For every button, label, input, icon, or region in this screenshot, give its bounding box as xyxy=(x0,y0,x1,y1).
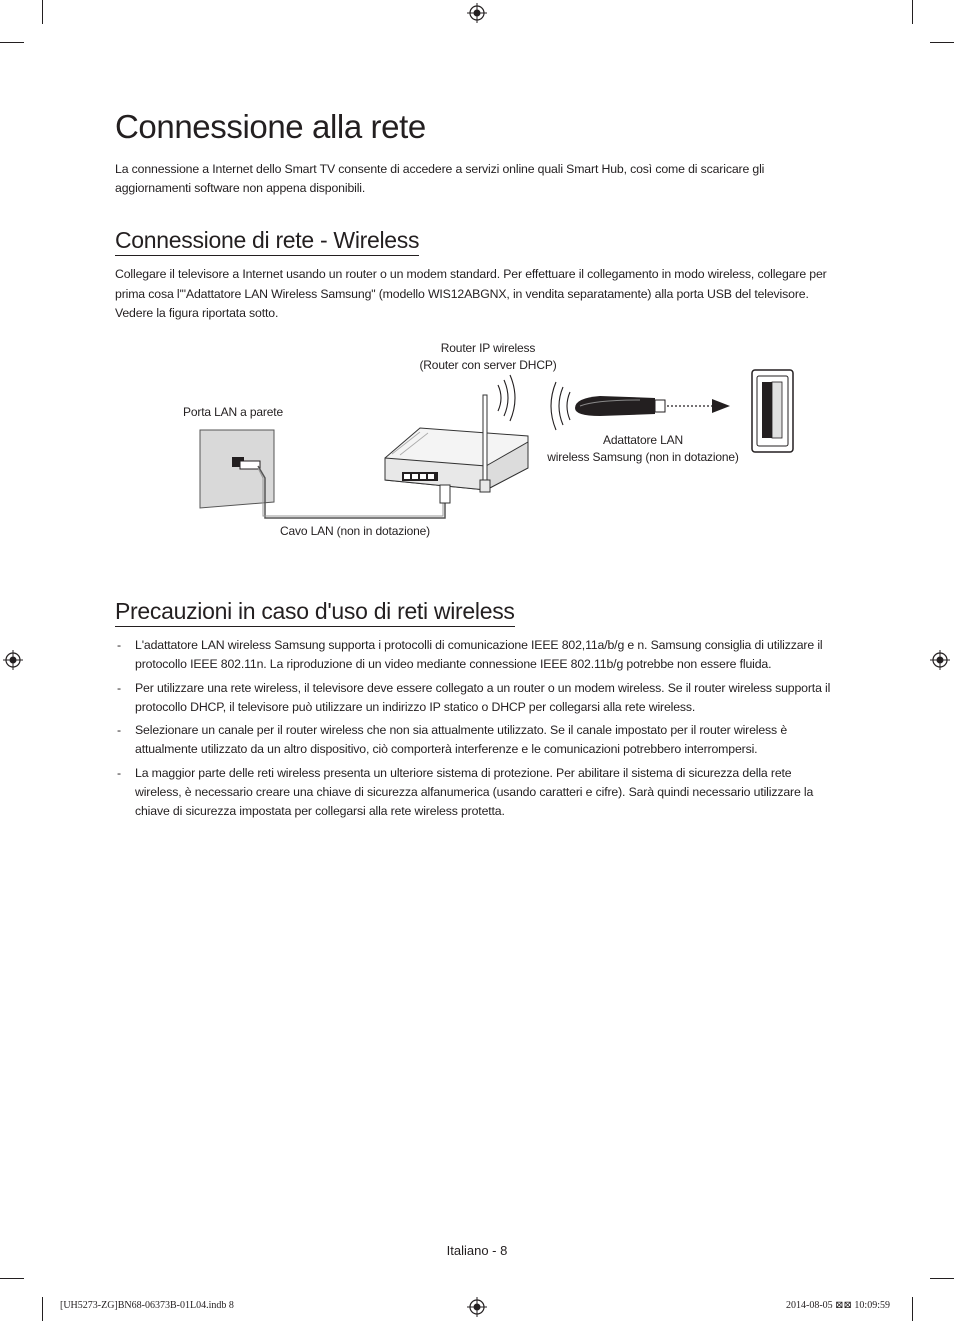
list-item: - Per utilizzare una rete wireless, il televisore deve essere collegato a un router o un modem wireless. Se il router wireless supporta il protocollo DHCP, il televisore può utilizzare un indirizzo IP statico o DHCP per collegarsi alla rete wireless. xyxy=(117,680,831,714)
list-item: - Selezionare un canale per il router wireless che non sia attualmente utilizzato. Se il canale impostato per il router wireless è attualmente utilizzato da un altro dispositivo, ciò comporterà interferenze e le comunicazioni potrebbero interrompersi. xyxy=(117,723,788,757)
crop-mark xyxy=(0,1278,24,1279)
page-number: Italiano - 8 xyxy=(446,1243,508,1258)
network-diagram xyxy=(0,330,954,560)
router-label: Router IP wireless (Router con server DHCP) xyxy=(419,341,557,372)
wifi-signal-icon xyxy=(551,382,570,430)
precautions-list xyxy=(115,636,840,826)
adapter-label: Adattatore LAN wireless Samsung (non in dotazione) xyxy=(547,433,739,464)
crop-mark xyxy=(930,42,954,43)
crop-mark xyxy=(912,1297,913,1321)
page-title: Connessione alla rete xyxy=(115,108,426,145)
crop-mark xyxy=(930,1278,954,1279)
registration-mark-icon xyxy=(930,650,950,670)
wall-port-label: Porta LAN a parete xyxy=(182,405,284,419)
crop-mark xyxy=(42,1297,43,1321)
registration-mark-icon xyxy=(3,650,23,670)
wireless-paragraph: Collegare il televisore a Internet usando un router o un modem standard. Per effettuare il collegamento in modo wireless, collegare per prima cosa l'"Adattatore LAN Wireless Samsung" (modello WIS12ABGNX, in vendita separatamente) alla porta USB del televisore. Vedere la figura riportata sotto. xyxy=(115,267,827,320)
imprint-timestamp: 2014-08-05 ⊠⊠ 10:09:59 xyxy=(786,1300,890,1311)
wireless-router-icon xyxy=(385,395,528,503)
wifi-signal-icon xyxy=(498,375,515,421)
crop-mark xyxy=(42,0,43,24)
usb-wireless-adapter-icon xyxy=(575,396,665,416)
registration-mark-icon xyxy=(467,3,487,23)
crop-mark xyxy=(912,0,913,24)
section-heading-precautions: Precauzioni in caso d'uso di reti wireless xyxy=(115,598,515,627)
intro-paragraph: La connessione a Internet dello Smart TV consente di accedere a servizi online quali Smart Hub, così come di scaricare gli aggiornamenti software non appena disponibili. xyxy=(115,162,765,195)
crop-mark xyxy=(0,42,24,43)
section-heading-wireless: Connessione di rete - Wireless xyxy=(115,227,419,256)
imprint-file-name: [UH5273-ZG]BN68-06373B-01L04.indb 8 xyxy=(60,1300,234,1311)
cable-label: Cavo LAN (non in dotazione) xyxy=(279,524,431,538)
list-item: - L'adattatore LAN wireless Samsung supporta i protocolli di comunicazione IEEE 802,11a/b/g e n. Samsung consiglia di utilizzare il protocollo IEEE 802.11n. La riproduzione di un video mediante connessione IEEE 802.11b/g potrebbe non essere fluida. xyxy=(117,638,823,672)
list-item: - La maggior parte delle reti wireless presenta un ulteriore sistema di protezione. Per abilitare il sistema di sicurezza della rete wireless, è necessario creare una chiave di sicurezza alfanumerica (usando caratteri e cifre). Sarà quindi necessario utilizzare la chiave di sicurezza impostata per collegarsi alla rete wireless protetta. xyxy=(117,765,814,819)
registration-mark-icon xyxy=(467,1297,487,1317)
tv-usb-port-icon xyxy=(752,370,793,452)
